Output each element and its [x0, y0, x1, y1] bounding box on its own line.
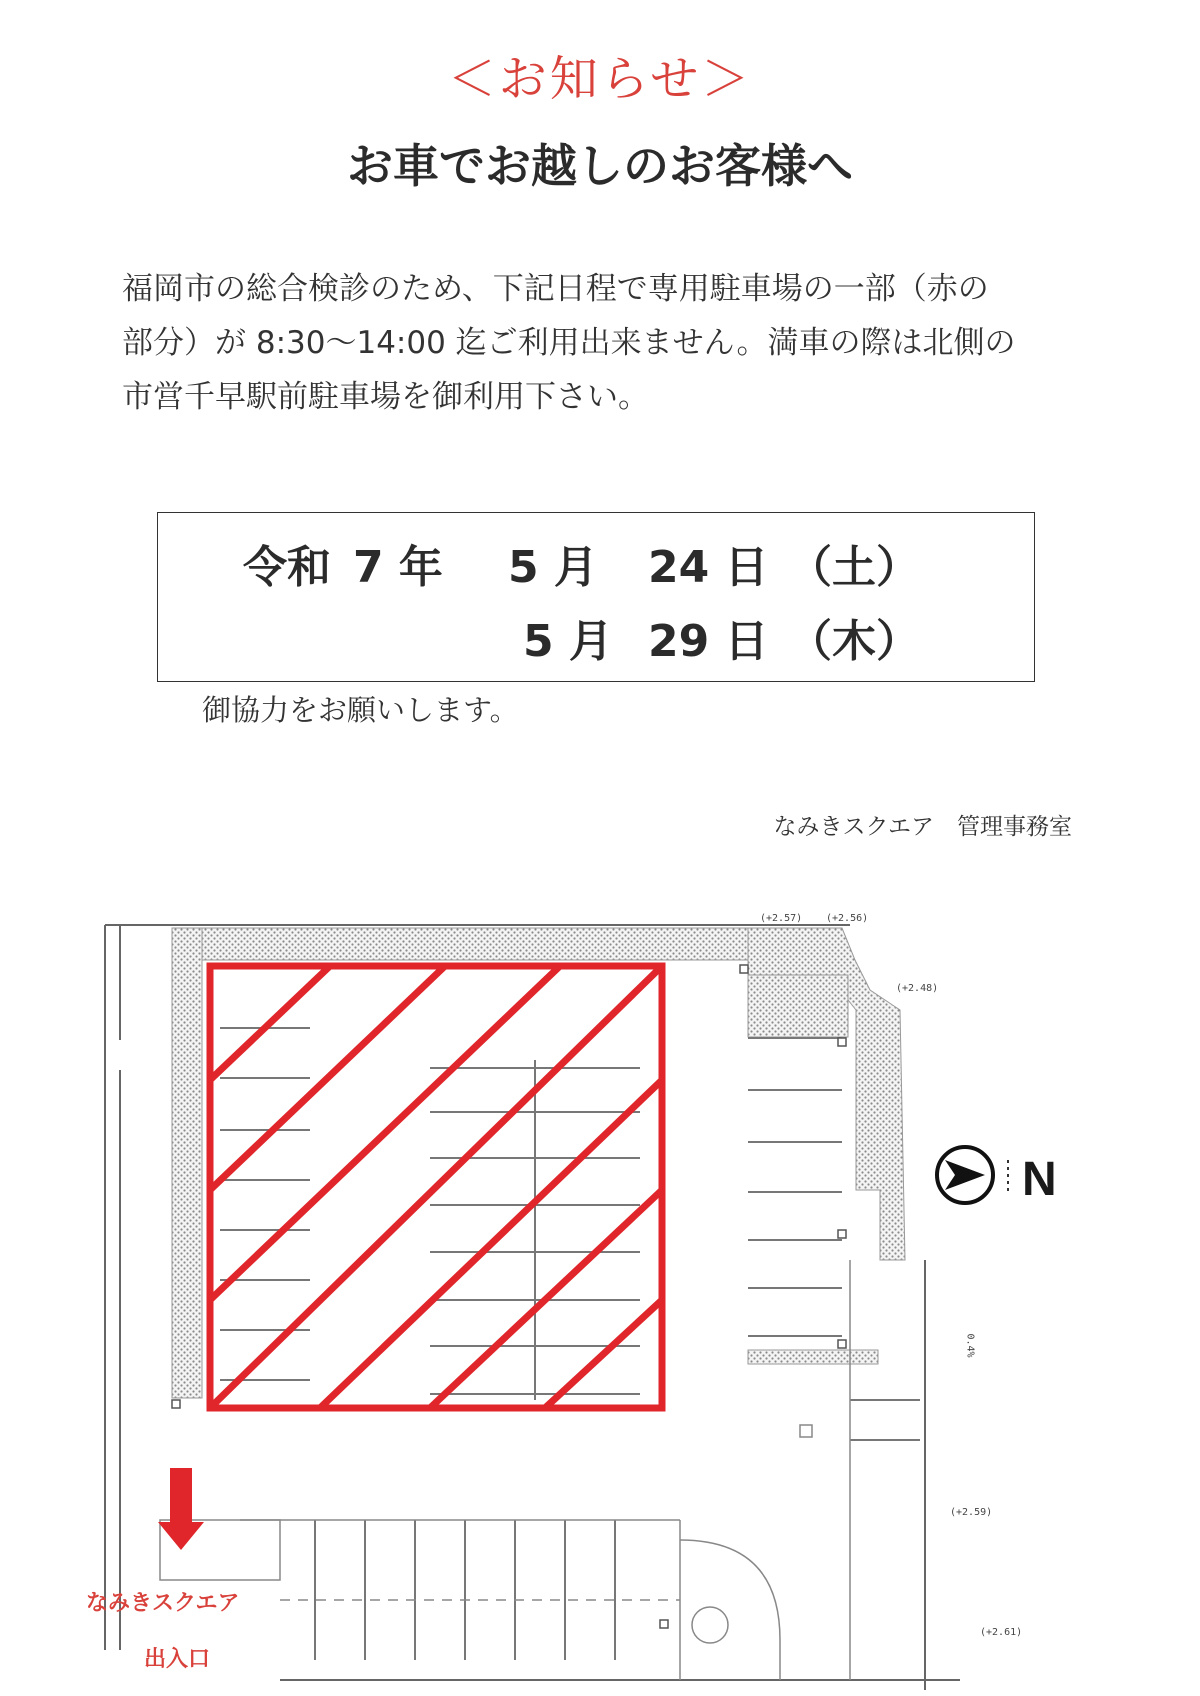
planting-strips — [172, 928, 905, 1398]
elevation-label: (+2.61) — [980, 1627, 1023, 1638]
north-arrow-icon — [937, 1147, 1008, 1203]
cooperation-text: 御協力をお願いします。 — [202, 693, 519, 727]
lamp-posts — [172, 965, 846, 1628]
parking-stalls — [220, 1028, 920, 1660]
entrance-label-line2: 出入口 — [144, 1647, 211, 1672]
date-year: 7 年 — [353, 542, 443, 593]
date2-month: 5 月 — [523, 616, 613, 667]
elevation-label: (+2.57) — [760, 913, 803, 924]
date-box — [157, 512, 1035, 682]
elevation-label: (+2.48) — [896, 983, 939, 994]
notice-heading: ＜お知らせ＞ — [447, 51, 753, 107]
notice-body — [122, 262, 1082, 424]
lower-structure — [160, 1260, 850, 1680]
date-era: 令和 — [243, 542, 331, 593]
body-line-3: 市営千早駅前駐車場を御利用下さい。 — [122, 379, 649, 415]
date2-weekday: （木） — [788, 616, 920, 667]
date1-month: 5 月 — [508, 542, 598, 593]
body-line-1: 福岡市の総合検診のため、下記日程で専用駐車場の一部（赤の — [122, 271, 989, 307]
body-line-2: 部分）が 8:30～14:00 迄ご利用出来ません。満車の際は北側の — [122, 325, 1016, 361]
entrance-arrow — [158, 1468, 204, 1550]
parking-map — [0, 880, 1200, 1696]
date1-weekday: （土） — [788, 542, 920, 593]
north-label: N — [1022, 1153, 1057, 1206]
entrance-label-line1: なみきスクエア — [86, 1591, 240, 1616]
closed-area — [210, 966, 662, 1408]
elevation-label: (+2.56) — [826, 913, 869, 924]
date1-day: 24 日 — [648, 542, 769, 593]
date2-day: 29 日 — [648, 616, 769, 667]
slope-label: 0.4% — [964, 1333, 976, 1358]
office-signature: なみきスクエア 管理事務室 — [773, 814, 1072, 840]
elevation-label: (+2.59) — [950, 1507, 993, 1518]
page-title: お車でお越しのお客様へ — [347, 139, 853, 193]
